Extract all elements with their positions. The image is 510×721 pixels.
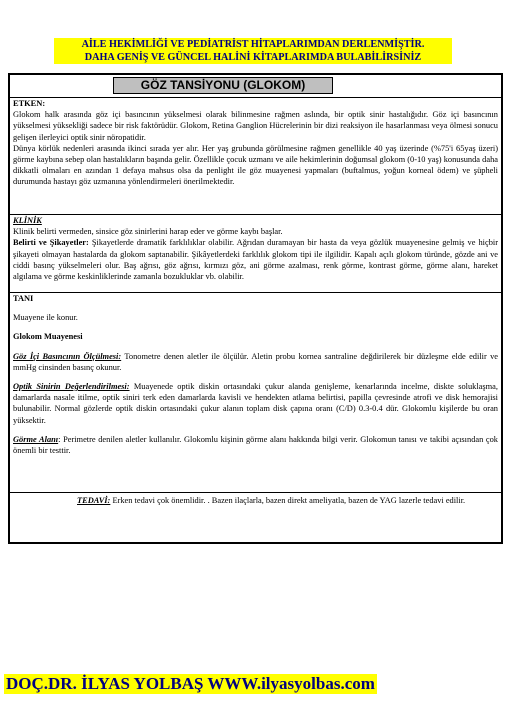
tedavi-text: Erken tedavi çok önemlidir. . Bazen ilaçlarla, bazen direkt ameliyatla, bazen de YAG lazerle tedavi edilir.: [110, 496, 466, 505]
banner-line-2: DAHA GENİŞ VE GÜNCEL HALİNİ KİTAPLARIMDA BULABİLİRSİNİZ: [84, 52, 422, 63]
banner-line-1: AİLE HEKİMLİĞİ VE PEDİATRİST HİTAPLARIMDAN DERLENMİŞTİR.: [81, 39, 425, 50]
tani-osd: [13, 381, 498, 426]
ga-text: : Perimetre denilen aletler kullanılır. Glokomlu kişinin görme alanı hakkında bilgi verir. Glokomun tanısı ve takibi açısından çok önemli bir testtir.: [13, 434, 498, 456]
etken-paragraph-2: Dünya körlük nedenleri arasında ikinci sırada yer alır. Her yaş grubunda görülmesine rağmen genellikle 40 yaş üzerinde (%75'i 65yaş üzeri) görme kaybına sebep olan hastalıkların başında gelir. Özellikle çocuk uzmanı ve aile hekimlerinin doğumsal glokom (0-10 yaş) konusunda daha dikkatli olmaları en azından 1 defaya mahsus olsa da penlight ile göz muayenesi yapmaları (buftalmus, yoğun korneal ödem) ve şüpheli durumunda hastayı göz uzmanına yönlendirmeleri önerilmektedir.: [13, 143, 498, 187]
title-bar: [10, 75, 501, 98]
tedavi-label: TEDAVİ:: [77, 496, 111, 505]
header-banner: [54, 38, 452, 64]
section-klinik: [10, 215, 501, 293]
ga-label: Görme Alanı: [13, 434, 59, 444]
document-box: [8, 73, 503, 544]
gib-label: Göz İçi Basıncının Ölçülmesi:: [13, 351, 122, 361]
osd-text: Muayenede optik diskin ortasındaki çukur alanda genişleme, kenarlarında incelme, diskte soluklaşma, damarlarda nasale itilme, optik siniri terk eden damarlarda kavisli ve hendekten atlama belirtisi, papilla çevresinde atrofi ve disk hemorajisi bulunabilir. Normal gözlerde optik diskin ortasındaki çukur alanın toplam disk çapına oranı (C/D) 0.3-0.4 dür. Glokomlu kişilerde bu oran yüksektir.: [13, 382, 498, 425]
section-etken: [10, 98, 501, 215]
tani-gib: [13, 351, 498, 373]
osd-label: Optik Sinirin Değerlendirilmesi:: [13, 382, 130, 392]
tedavi-paragraph: [13, 495, 498, 506]
section-tedavi: [10, 493, 501, 542]
belirti-text: Şikayetlerde dramatik farklılıklar olabilir. Ağrıdan duramayan bir hasta da veya gözlük muayenesine gelmiş ve hiçbir şikayeti olmayan hastalarda da glokom saptanabilir. Şikâyetlerdeki farklılık glokom tipi ile ilgilidir. Kapalı açılı glokom türünde, gözde ani ve ciddi basınç yükselmeleri olur. Baş ağrısı, göz ağrısı, kırmızı göz, ani görme azalması, renk görme, kontrast görme, görme alanı, hareket algılama ve görme keskinliklerinde zamanla bozukluklar vb. olabilir.: [13, 238, 498, 282]
section-tani: [10, 293, 501, 493]
tani-subheading: Glokom Muayenesi: [13, 332, 83, 342]
etken-paragraph-1: Glokom halk arasında göz içi basıncının yükselmesi olarak bilinmesine rağmen aslında, bir optik sinir hastalığıdır. Göz içi basıncının yükselmesi yüksekliği sadece bir risk faktörüdür. Glokom, Retina Ganglion Hücrelerinin bir dizi reaksiyon ile hasarlanması veya ölmesi sonucu gelişen ilerleyici optik sinir nöropatidir.: [13, 110, 498, 142]
gib-text: Tonometre denen aletler ile ölçülür. Aletin probu kornea santraline değdirilerek bir düzleşme elde edilir ve mmHg cinsinden basınç okunur.: [13, 351, 498, 372]
klinik-paragraph-2: [13, 237, 498, 282]
belirti-label: Belirti ve Şikayetler:: [13, 238, 89, 248]
tani-ga: [13, 434, 498, 456]
klinik-paragraph-1: Klinik belirti vermeden, sinsice göz sinirlerini harap eder ve görme kaybı başlar.: [13, 227, 283, 237]
etken-heading: ETKEN:: [13, 99, 46, 108]
tani-paragraph-1: Muayene ile konur.: [13, 313, 78, 323]
page-title: GÖZ TANSİYONU (GLOKOM): [113, 77, 333, 94]
tani-heading: TANI: [13, 294, 34, 303]
footer-author-website: DOÇ.DR. İLYAS YOLBAŞ WWW.ilyasyolbas.com: [6, 674, 375, 693]
klinik-heading: KLİNİK: [13, 216, 42, 225]
